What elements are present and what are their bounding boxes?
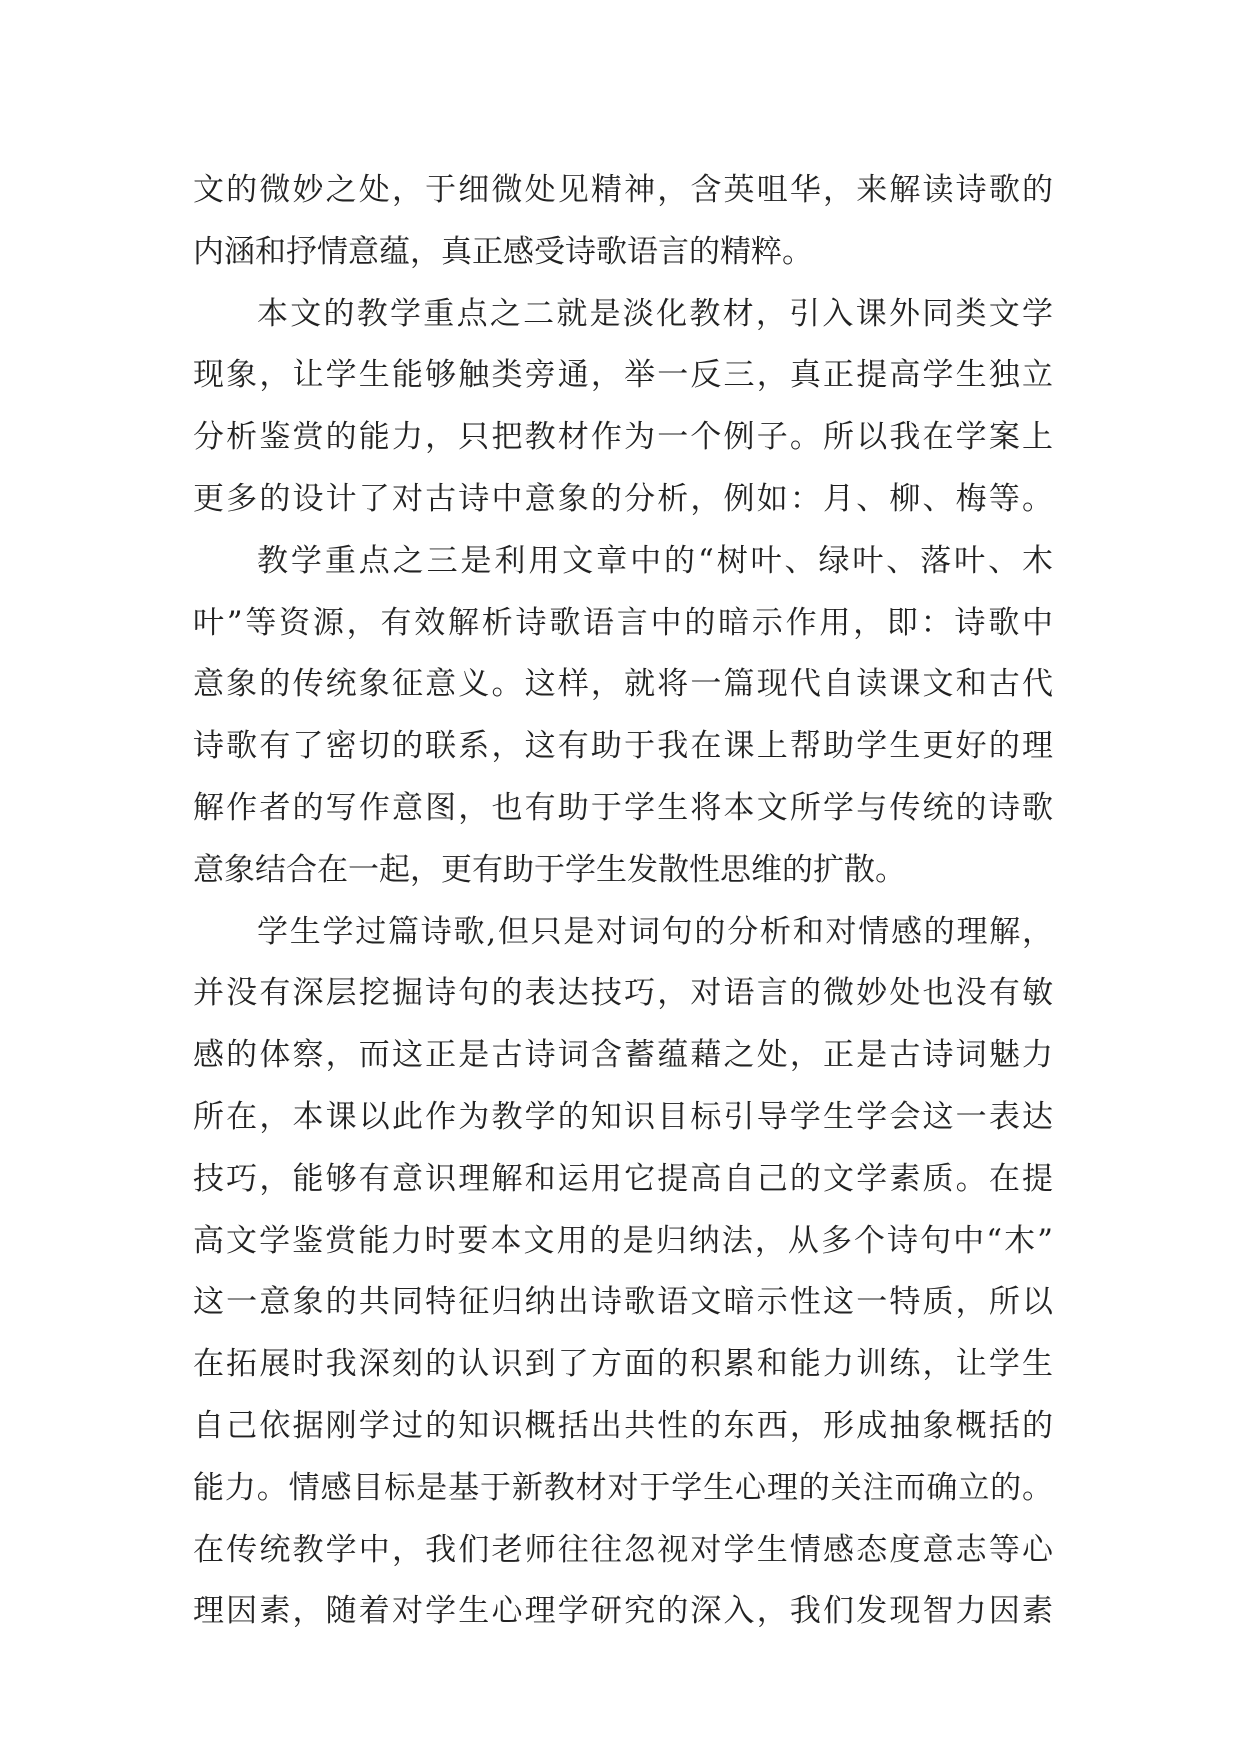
text-line: 内涵和抒情意蕴，真正感受诗歌语言的精粹。 — [193, 233, 813, 270]
text-line: 理因素，随着对学生心理学研究的深入，我们发现智力因素 — [193, 1593, 1053, 1630]
text-line: 诗歌有了密切的联系，这有助于我在课上帮助学生更好的理 — [193, 728, 1053, 765]
text-line: 意象的传统象征意义。这样，就将一篇现代自读课文和古代 — [193, 666, 1053, 703]
paragraph-first-line: 本文的教学重点之二就是淡化教材，引入课外同类文学 — [257, 295, 1053, 332]
text-line: 分析鉴赏的能力，只把教材作为一个例子。所以我在学案上 — [193, 419, 1053, 456]
text-line: 现象，让学生能够触类旁通，举一反三，真正提高学生独立 — [193, 357, 1053, 394]
text-line: 感的体察，而这正是古诗词含蓄蕴藉之处，正是古诗词魅力 — [193, 1037, 1053, 1074]
text-line: 解作者的写作意图，也有助于学生将本文所学与传统的诗歌 — [193, 789, 1053, 826]
text-line: 能力。情感目标是基于新教材对于学生心理的关注而确立的。 — [193, 1469, 1053, 1506]
paragraph-first-line: 教学重点之三是利用文章中的“树叶、绿叶、落叶、木 — [257, 542, 1053, 579]
text-line: 叶”等资源，有效解析诗歌语言中的暗示作用，即：诗歌中 — [193, 604, 1053, 641]
text-line: 技巧，能够有意识理解和运用它提高自己的文学素质。在提 — [193, 1160, 1053, 1197]
text-line: 在传统教学中，我们老师往往忽视对学生情感态度意志等心 — [193, 1531, 1053, 1568]
text-line: 这一意象的共同特征归纳出诗歌语文暗示性这一特质，所以 — [193, 1284, 1053, 1321]
text-line: 所在，本课以此作为教学的知识目标引导学生学会这一表达 — [193, 1098, 1053, 1135]
text-line: 自己依据刚学过的知识概括出共性的东西，形成抽象概括的 — [193, 1407, 1053, 1444]
document-body — [193, 160, 1053, 1643]
text-line: 在拓展时我深刻的认识到了方面的积累和能力训练，让学生 — [193, 1346, 1053, 1383]
text-line: 并没有深层挖掘诗句的表达技巧，对语言的微妙处也没有敏 — [193, 975, 1053, 1012]
text-line: 更多的设计了对古诗中意象的分析，例如：月、柳、梅等。 — [193, 480, 1053, 517]
paragraph-first-line: 学生学过篇诗歌,但只是对词句的分析和对情感的理解， — [257, 913, 1053, 950]
text-line: 意象结合在一起，更有助于学生发散性思维的扩散。 — [193, 851, 906, 888]
text-line: 文的微妙之处，于细微处见精神，含英咀华，来解读诗歌的 — [193, 172, 1053, 208]
text-line: 高文学鉴赏能力时要本文用的是归纳法，从多个诗句中“木” — [193, 1222, 1053, 1259]
